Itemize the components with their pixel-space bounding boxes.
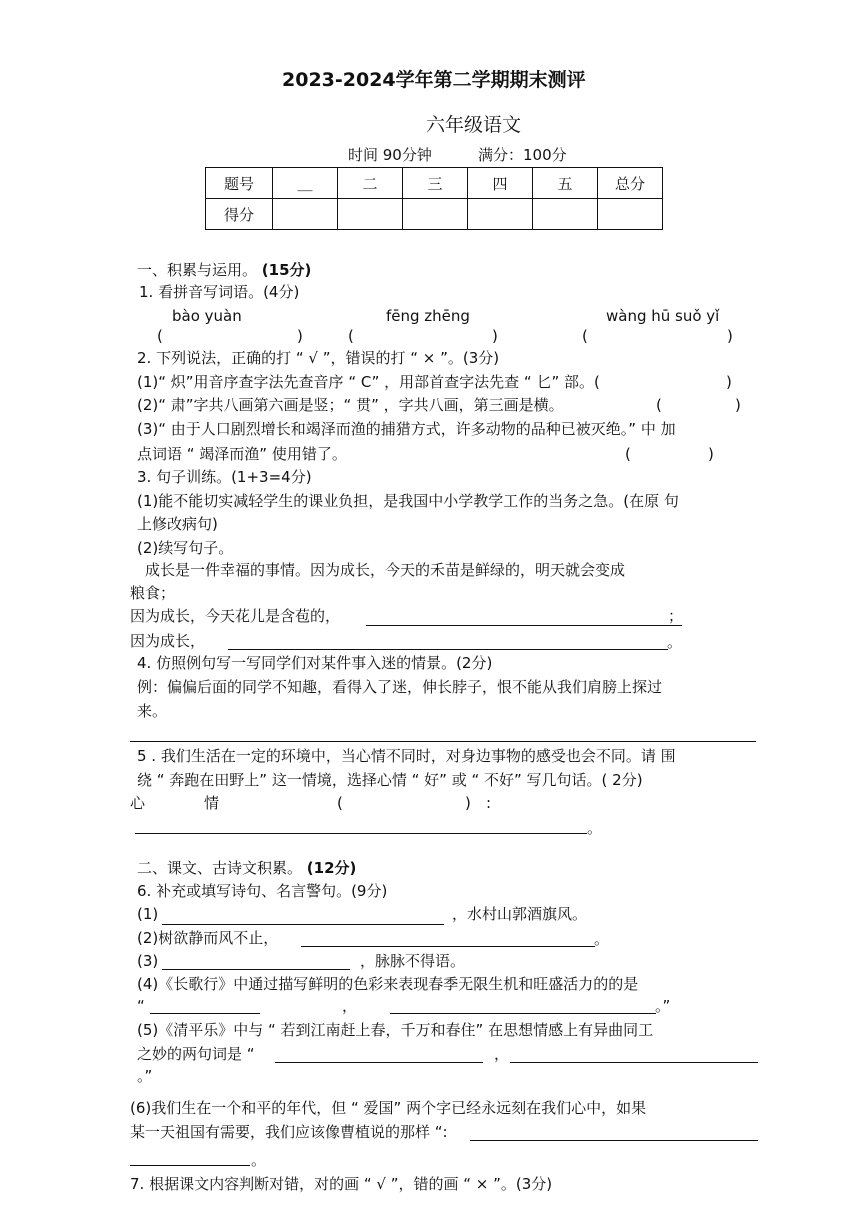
- q6-item5a: (5)《清平乐》中与 “ 若到江南赶上春，千万和春住” 在思想情感上有异曲同工: [137, 1021, 654, 1039]
- q3-fill2-blank[interactable]: [228, 649, 668, 650]
- q4-example-a: 例：偏偏后面的同学不知趣，看得入了迷，伸长脖子，恨不能从我们肩膀上探过: [137, 678, 663, 696]
- q5-answer-blank[interactable]: [135, 833, 587, 834]
- q2-item-2-paren-open: (: [656, 396, 662, 414]
- q6-item4-end: 。”: [655, 997, 671, 1015]
- q6-item4-blank1[interactable]: [150, 1013, 260, 1014]
- q3-fill1-end: ；: [668, 607, 684, 625]
- q5-line-b: 绕 “ 奔跑在田野上” 这一情境，选择心情 “ 好” 或 “ 不好” 写几句话。( 2分): [137, 771, 643, 789]
- q5-xin: 心: [130, 794, 146, 812]
- q5-qing: 情: [204, 794, 220, 812]
- q6-item3-end: ，脉脉不得语。: [360, 952, 466, 970]
- q6-item6-blank1[interactable]: [470, 1140, 758, 1141]
- score-input-cell[interactable]: [273, 199, 338, 230]
- q1-paren-close-1: ): [297, 327, 303, 345]
- exam-title: 2023-2024学年第二学期期末测评: [282, 69, 586, 91]
- q6-item3-num: (3): [137, 952, 159, 970]
- q1-paren-open-1: (: [157, 327, 163, 345]
- score-table-score-row: [206, 199, 663, 230]
- q6-item4a: (4)《长歌行》中通过描写鲜明的色彩来表现春季无限生机和旺盛活力的的是: [137, 975, 639, 993]
- score-input-cell[interactable]: [338, 199, 403, 230]
- q1-text: 1. 看拼音写词语。(4分): [139, 283, 300, 301]
- q3-line1a: (1)能不能切实减轻学生的课业负担，是我国中小学教学工作的当务之急。(在原 句: [137, 492, 679, 510]
- q2-item-3-paren-close[interactable]: ): [708, 445, 714, 463]
- q6-item5-comma: ，: [494, 1045, 510, 1063]
- q5-colon: :: [486, 794, 492, 812]
- score-table-cell: ＿: [273, 168, 338, 199]
- q2-item-1-paren[interactable]: ): [726, 373, 732, 391]
- score-table: [205, 167, 663, 230]
- q6-item4-comma: ，: [342, 997, 358, 1015]
- score-table-cell: 二: [338, 168, 403, 199]
- score-table-cell: 题号: [206, 168, 273, 199]
- score-table-cell: 得分: [206, 199, 273, 230]
- q5-end: 。: [587, 819, 603, 837]
- q1-paren-close-3: ): [727, 327, 733, 345]
- q2-text: 2. 下列说法，正确的打 “ √ ”，错误的打 “ × ”。(3分): [137, 349, 500, 367]
- score-table-cell: 四: [468, 168, 533, 199]
- q4-answer-blank[interactable]: [130, 741, 756, 742]
- score-table-header-row: [206, 168, 663, 199]
- q1-paren-open-2: (: [348, 327, 354, 345]
- q5-paren-open: (: [337, 794, 343, 812]
- q6-item4-blank2[interactable]: [390, 1013, 656, 1014]
- exam-subtitle: 六年级语文: [426, 114, 522, 136]
- q5-line-a: 5 . 我们生活在一定的环境中，当心情不同时，对身边事物的感受也会不同。请 围: [137, 747, 676, 765]
- q1-paren-open-3: (: [582, 327, 588, 345]
- q1-paren-close-2: ): [492, 327, 498, 345]
- q6-item5-blank2[interactable]: [510, 1062, 758, 1063]
- exam-time: 时间 90分钟: [348, 146, 432, 164]
- q6-item3-blank[interactable]: [162, 969, 350, 970]
- q6-item2: (2)树欲静而风不止，: [137, 929, 279, 947]
- q6-item5-blank1[interactable]: [275, 1062, 483, 1063]
- q3-example-a: 成长是一件幸福的事情。因为成长，今天的禾苗是鲜绿的，明天就会变成: [145, 561, 626, 579]
- q2-item-3-paren-open: (: [625, 445, 631, 463]
- q1-pinyin-1: bào yuàn: [172, 307, 242, 325]
- q6-item6a: (6)我们生在一个和平的年代，但 “ 爱国” 两个字已经永远刻在我们心中，如果: [130, 1099, 647, 1117]
- score-input-cell[interactable]: [403, 199, 468, 230]
- q5-paren-close[interactable]: ): [465, 794, 471, 812]
- q3-line1b: 上修改病句): [137, 515, 218, 533]
- section1-heading: [137, 260, 311, 280]
- q2-item-1-text: (1)“ 炽”用音序查字法先查音序 “ C” ，用部首查字法先查 “ 匕” 部。(: [137, 373, 600, 391]
- q3-text: 3. 句子训练。(1+3=4分): [137, 468, 312, 486]
- q6-item6b: 某一天祖国有需要，我们应该像曹植说的那样 “:: [130, 1123, 448, 1141]
- q3-fill2-end: 。: [667, 633, 683, 651]
- exam-full-score: 满分：100分: [478, 146, 567, 164]
- q6-item5b: 之妙的两句词是 “: [137, 1045, 255, 1063]
- q7-text: 7. 根据课文内容判断对错，对的画 “ √ ”，错的画 “ × ”。(3分): [130, 1175, 553, 1193]
- q6-item2-end: 。: [594, 930, 610, 948]
- section2-heading: [137, 858, 356, 878]
- q4-example-b: 来。: [137, 702, 168, 720]
- section2-points: (12分): [306, 859, 357, 877]
- q3-line2: (2)续写句子。: [137, 539, 234, 557]
- q6-item6-blank2[interactable]: [130, 1165, 250, 1166]
- score-input-cell[interactable]: [468, 199, 533, 230]
- q3-example-b: 粮食；: [130, 584, 176, 602]
- q6-item1-end: ，水村山郭酒旗风。: [452, 905, 588, 923]
- section1-points: (15分): [261, 261, 312, 279]
- q1-pinyin-2: fēng zhēng: [386, 307, 470, 325]
- q2-item-3b: 点词语 “ 竭泽而渔” 使用错了。: [137, 445, 347, 463]
- q6-item1-num: (1): [137, 905, 159, 923]
- q3-fill1-blank[interactable]: [366, 625, 682, 626]
- section1-heading-text: 一、积累与运用。: [137, 261, 258, 279]
- score-table-cell: 总分: [598, 168, 663, 199]
- q1-pinyin-3: wàng hū suǒ yǐ: [606, 307, 720, 325]
- q3-fill2: 因为成长，: [130, 632, 206, 650]
- q2-item-2: (2)“ 肃”字共八画第六画是竖；“ 贯” ，字共八画，第三画是横。: [137, 396, 564, 414]
- score-input-cell[interactable]: [533, 199, 598, 230]
- q6-text: 6. 补充或填写诗句、名言警句。(9分): [137, 882, 388, 900]
- score-table-cell: 五: [533, 168, 598, 199]
- q6-item4-open: “: [137, 997, 145, 1015]
- q6-item5-end: 。”: [137, 1067, 153, 1085]
- q2-item-3: (3)“ 由于人口剧烈增长和竭泽而渔的捕猎方式，许多动物的品种已被灭绝。” 中 加: [137, 420, 676, 438]
- section2-heading-text: 二、课文、古诗文积累。: [137, 859, 303, 877]
- q2-item-2-paren-close[interactable]: ): [735, 396, 741, 414]
- q6-item6-end: 。: [251, 1151, 267, 1169]
- q6-item1-blank[interactable]: [162, 924, 444, 925]
- q4-text: 4. 仿照例句写一写同学们对某件事入迷的情景。(2分): [137, 654, 493, 672]
- q3-fill1: 因为成长，今天花儿是含苞的，: [130, 607, 341, 625]
- q6-item2-blank[interactable]: [301, 946, 595, 947]
- score-table-cell: 三: [403, 168, 468, 199]
- score-input-cell[interactable]: [598, 199, 663, 230]
- q2-item-1: [137, 372, 600, 392]
